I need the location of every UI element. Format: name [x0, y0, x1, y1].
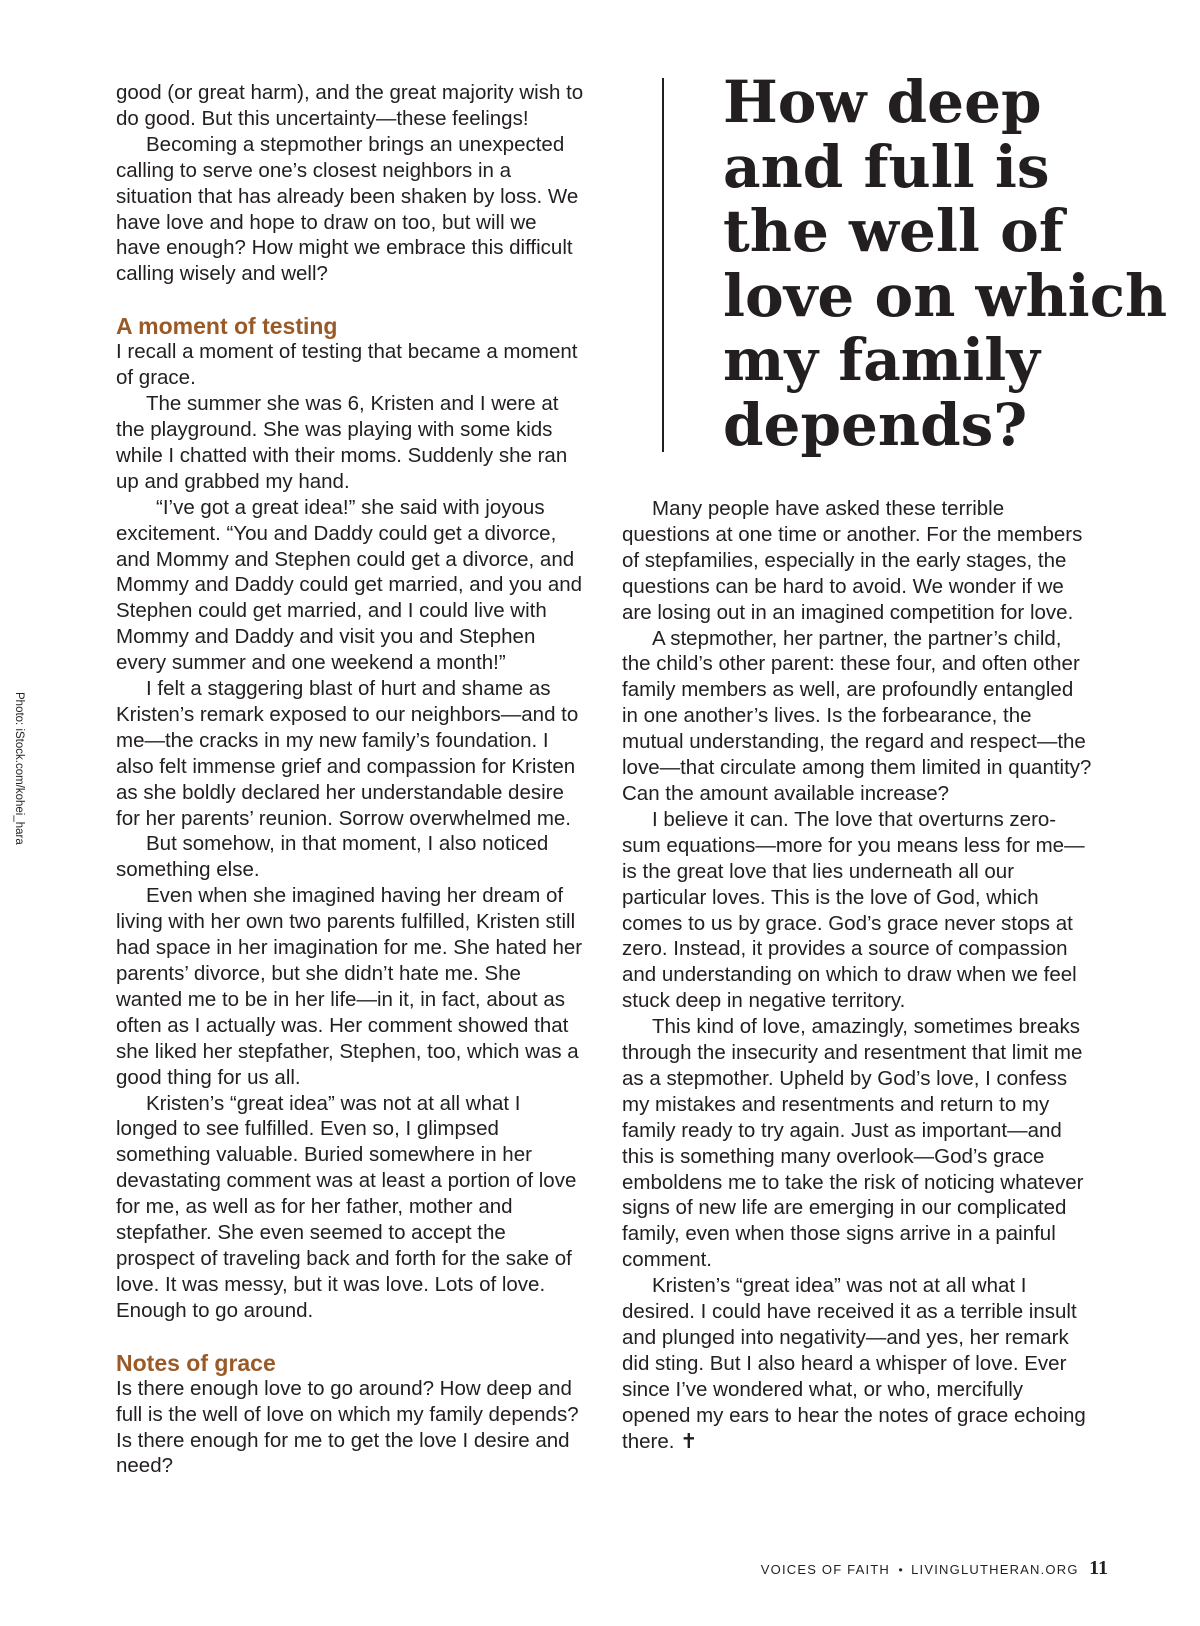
- paragraph: Many people have asked these terrible questions at one time or another. For the members of stepfamilies, especially in the early stages, the questions can be hard to avoid. We wonder if we are losing out in an imagined competition for love.: [622, 497, 1083, 624]
- pull-quote-line: How deep: [723, 68, 1042, 136]
- paragraph: Is there enough love to go around? How deep and full is the well of love on which my family depends? Is there enough for me to get the love I desire and need?: [116, 1376, 579, 1478]
- paragraph: But somehow, in that moment, I also noticed something else.: [116, 832, 549, 882]
- left-article-column: [116, 80, 586, 1479]
- paragraph: The summer she was 6, Kristen and I were at the playground. She was playing with some kids while I chatted with their moms. Suddenly she ran up and grabbed my hand.: [116, 392, 568, 493]
- photo-credit-text: Photo: iStock.com/kohei_hara: [13, 692, 25, 845]
- paragraph: I felt a staggering blast of hurt and shame as Kristen’s remark exposed to our neighbors—and to me—the cracks in my new family’s foundation. I also felt immense grief and compassion for Kristen as she boldly declared her understandable desire for her parents’ reunion. Sorrow overwhelmed me.: [116, 677, 579, 830]
- page-number: 11: [1089, 1557, 1108, 1579]
- pull-quote-line: depends?: [723, 390, 1028, 459]
- cross-icon: ✝: [680, 1429, 698, 1453]
- paragraph: I believe it can. The love that overturns zero-sum equations—more for you means less for me—is the great love that lies underneath all our particular loves. This is the love of God, which comes to us by grace. God’s grace never stops at zero. Instead, it provides a source of compassion and understanding on which to draw when we feel stuck deep in negative territory.: [622, 807, 1085, 1013]
- pull-quote-line: and full is: [723, 132, 1050, 201]
- pull-quote: [723, 68, 1168, 459]
- page-footer: [761, 1557, 1108, 1580]
- paragraph: A stepmother, her partner, the partner’s child, the child’s other parent: these four, and often other family members as well, are profoundly entangled in one another’s lives. Is the forbearance, the mutual understanding, the regard and respect—the love—that circulate among them limited in quantity? Can the amount available increase?: [622, 626, 1092, 805]
- paragraph: I recall a moment of testing that became a moment of grace.: [116, 340, 578, 390]
- pull-quote-line: the well of: [723, 197, 1064, 265]
- paragraph: good (or great harm), and the great majority wish to do good. But this uncertainty—these feelings!: [116, 81, 584, 130]
- pull-quote-line: my family: [723, 326, 1040, 394]
- website-link[interactable]: LIVINGLUTHERAN.ORG: [911, 1562, 1079, 1577]
- right-article-column: [622, 496, 1092, 1455]
- paragraph: “I’ve got a great idea!” she said with joyous excitement. “You and Daddy could get a divorce, and Mommy and Stephen could get a divorce, and Mommy and Daddy could get married, and you and Stephen could get married, and I could live with Mommy and Daddy and visit you and Stephen every summer and one weekend a month!”: [116, 495, 583, 675]
- paragraph: Even when she imagined having her dream of living with her own two parents fulfilled, Kristen still had space in her imagination for me. She hated her parents’ divorce, but she didn’t hate me. She wanted me to be in her life—in it, in fact, about as often as I actually was. Her comment showed that she liked her stepfather, Stephen, too, which was a good thing for us all.: [116, 884, 583, 1089]
- photo-credit: [7, 692, 29, 862]
- section-heading: A moment of testing: [116, 313, 338, 340]
- pull-quote-rule: [662, 78, 664, 452]
- paragraph: Becoming a stepmother brings an unexpected calling to serve one’s closest neighbors in a situation that has already been shaken by loss. We have love and hope to draw on too, but will we have enough? How might we embrace this difficult calling wisely and well?: [116, 132, 579, 286]
- paragraph: Kristen’s “great idea” was not at all what I longed to see fulfilled. Even so, I glimpsed something valuable. Buried somewhere in her devastating comment was at least a portion of love for me, as well as for her father, mother and stepfather. She even seemed to accept the prospect of traveling back and forth for the sake of love. It was messy, but it was love. Lots of love. Enough to go around.: [116, 1091, 577, 1322]
- section-heading: Notes of grace: [116, 1349, 276, 1376]
- paragraph: This kind of love, amazingly, sometimes breaks through the insecurity and resentment that limit me as a stepmother. Upheld by God’s love, I confess my mistakes and resentments and return to my family ready to try again. Just as important—and this is something many overlook—God’s grace emboldens me to take the risk of noticing whatever signs of new life are emerging in our complicated family, even when those signs arrive in a painful comment.: [622, 1015, 1084, 1272]
- pull-quote-line: love on which: [723, 261, 1168, 330]
- publication-name: VOICES OF FAITH: [760, 1562, 891, 1577]
- paragraph-text: Kristen’s “great idea” was not at all what I desired. I could have received it as a terrible insult and plunged into negativity—and yes, her remark did sting. But I also heard a whisper of love. Ever since I’ve wondered what, or who, mercifully opened my ears to hear the notes of grace echoing there.: [622, 1274, 1086, 1453]
- footer-separator: •: [898, 1563, 903, 1577]
- paragraph: [622, 1273, 1092, 1454]
